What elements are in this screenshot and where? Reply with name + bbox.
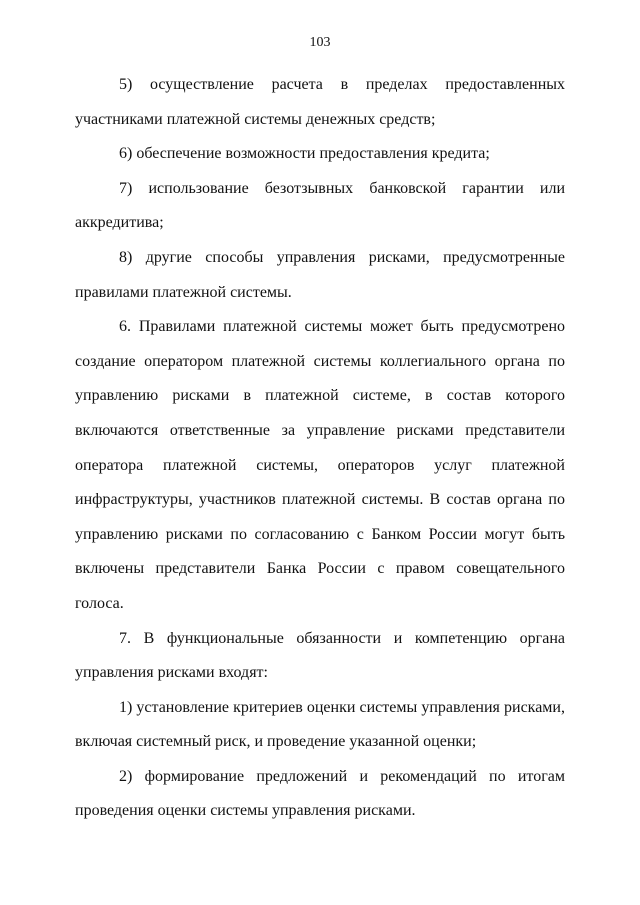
document-body	[75, 68, 565, 829]
paragraph-subitem-2: 2) формирование предложений и рекомендаций по итогам проведения оценки системы управления рисками.	[75, 767, 565, 820]
paragraph-section-6: 6. Правилами платежной системы может быть предусмотрено создание оператором платежной системы коллегиального органа по управлению рисками в платежной системе, в состав которого включаются ответственные за управление рисками представители оператора платежной системы, операторов услуг платежной инфраструктуры, участников платежной системы. В состав органа по управлению рисками по согласованию с Банком России могут быть включены представители Банка России с правом совещательного голоса.	[75, 318, 565, 612]
paragraph-section-7: 7. В функциональные обязанности и компетенцию органа управления рисками входят:	[75, 629, 565, 682]
paragraph-item-5: 5) осуществление расчета в пределах предоставленных участниками платежной системы денежных средств;	[75, 76, 565, 128]
paragraph-item-6: 6) обеспечение возможности предоставления кредита;	[119, 145, 490, 163]
paragraph-item-7: 7) использование безотзывных банковской гарантии или аккредитива;	[75, 179, 565, 232]
paragraph-item-8: 8) другие способы управления рисками, предусмотренные правилами платежной системы.	[75, 248, 565, 301]
page-number: 103	[309, 35, 331, 50]
paragraph-subitem-1: 1) установление критериев оценки системы управления рисками, включая системный риск, и проведение указанной оценки;	[75, 698, 565, 751]
